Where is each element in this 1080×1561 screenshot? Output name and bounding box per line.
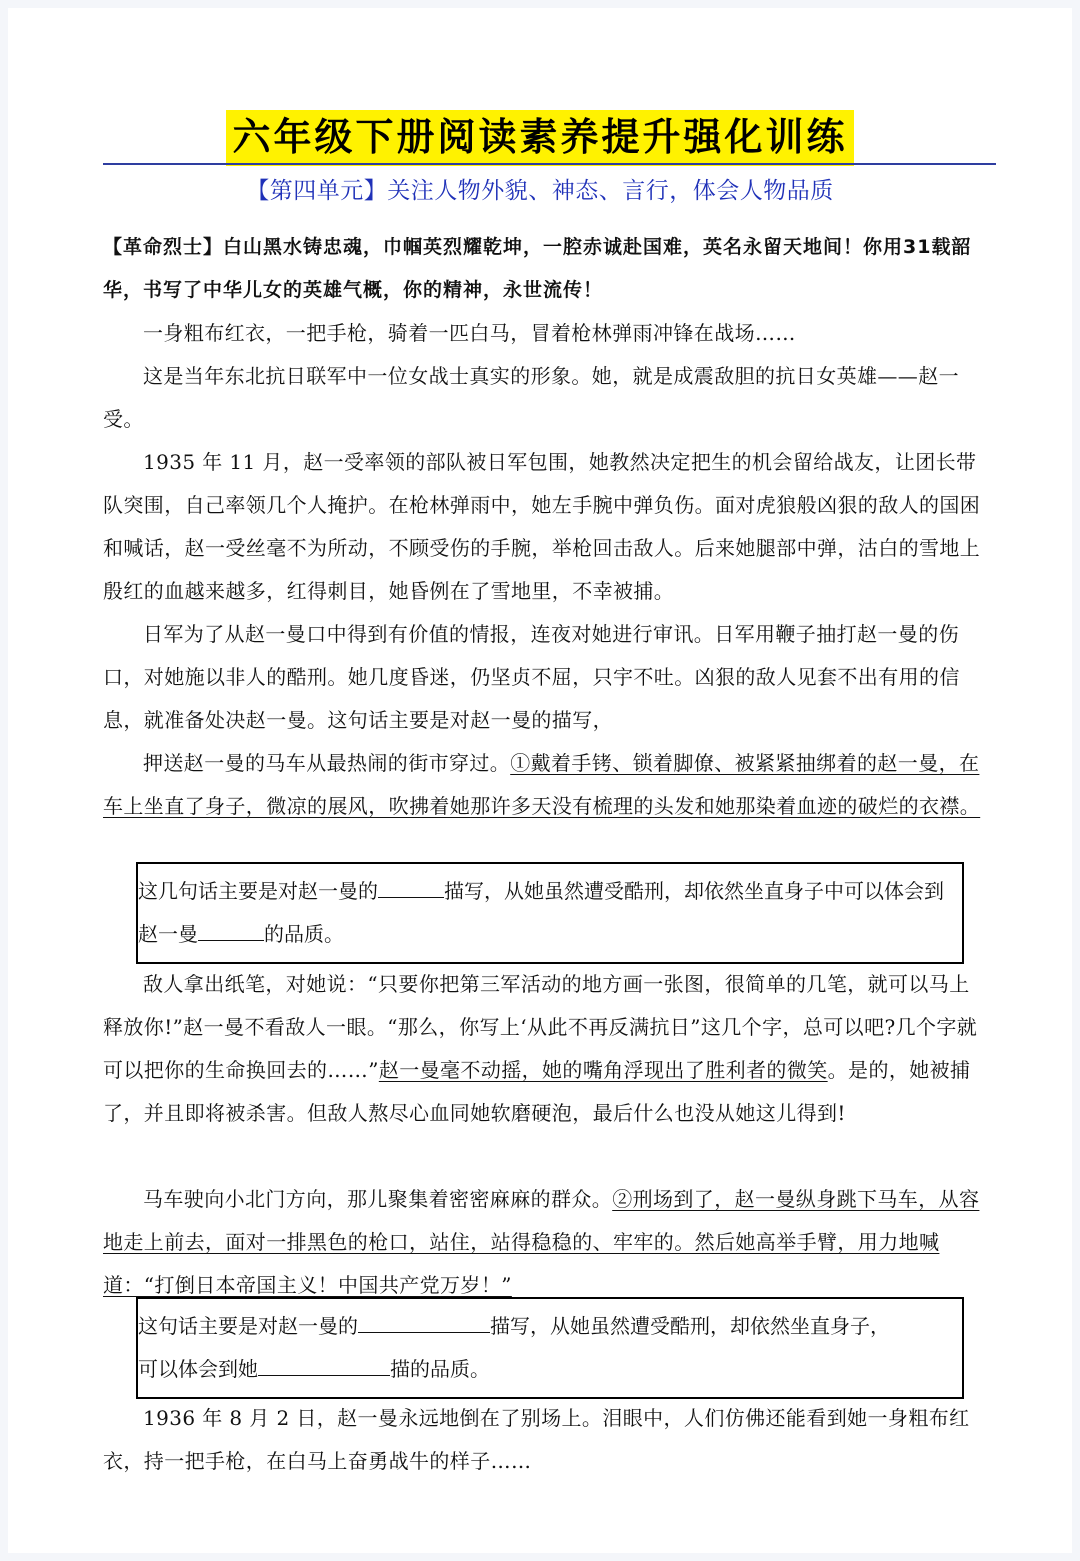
question-2-blank-2[interactable] — [258, 1349, 390, 1376]
question-1-text-a: 这几句话主要是对赵一曼的 — [138, 879, 378, 903]
paragraph-5-underlined: ①戴着手铐、锁着脚僚、被紧紧抽绑着的赵一曼，在车上坐直了身子，微凉的展风，吹拂着她那许多天没有梳理的头发和她那染着血迹的破烂的衣襟。 — [103, 751, 981, 818]
paragraph-3: 1935 年 11 月，赵一受率领的部队被日军包围，她教然决定把生的机会留给战友，让团长带队突围，自己率领几个人掩护。在枪林弹雨中，她左手腕中弹负伤。面对虎狼般凶狠的敌人的国困和喊话，赵一受丝毫不为所动，不顾受伤的手腕，举枪回击敌人。后来她腿部中弹，沽白的雪地上殷红的血越来越多，红得刺目，她昏例在了雪地里，不幸被捕。 — [103, 450, 981, 603]
question-1-text-b: 描写，从她虽然遭受酷刑，却依然坐直身子中可以体会到赵一曼 — [138, 879, 944, 946]
paragraph-7-underlined: ②刑场到了，赵一曼纵身跳下马车，从容地走上前去，面对一排黑色的枪口，站住，站得稳稳的、牢牢的。然后她高举手臂，用力地喊道：“打倒日本帝国主义！中国共产党万岁！” — [103, 1187, 980, 1297]
question-1-text-c: 的品质。 — [264, 922, 344, 946]
question-1-blank-1[interactable] — [378, 871, 444, 898]
paragraph-8: 1936 年 8 月 2 日，赵一曼永远地倒在了别场上。泪眼中，人们仿佛还能看到她一身粗布红衣，持一把手枪，在白马上奋勇战牛的样子…… — [103, 1406, 970, 1473]
paragraph-7 — [103, 1178, 983, 1307]
question-1-blank-2[interactable] — [198, 914, 264, 941]
question-box-1 — [136, 862, 964, 964]
question-2-blank-1[interactable] — [358, 1306, 490, 1333]
paragraph-6-plain-a: 敌人拿出纸笔，对她说：“只要你把第三军活动的地方画一张图，很简单的几笔，就可以马上释放你!”赵一曼不看敌人一眼。“那么，你写上‘从此不再反满抗日”这几个字，总可以吧?几个字就可以把你的生命换回去的……” — [103, 972, 978, 1082]
question-2-text-c: 可以体会到她 — [138, 1357, 258, 1381]
paragraph-4: 日军为了从赵一曼口中得到有价值的情报，连夜对她进行审讯。日军用鞭子抽打赵一曼的伤口，对她施以非人的酷刑。她几度昏迷，仍坚贞不屈，只宇不吐。凶狠的敌人见套不出有用的信息，就准备处决赵一曼。这句话主要是对赵一曼的描写， — [103, 622, 960, 732]
paragraph-6-underlined: 赵一曼毫不动摇，她的嘴角浮现出了胜利者的微笑 — [378, 1058, 828, 1082]
question-2-text-b: 描写，从她虽然遭受酷刑，却依然坐直身子， — [490, 1314, 890, 1338]
paragraph-7-plain: 马车驶向小北门方向，那儿聚集着密密麻麻的群众。 — [143, 1187, 613, 1211]
paragraph-1: 一身粗布红衣，一把手枪，骑着一匹白马，冒着枪林弹雨冲锋在战场…… — [143, 321, 796, 345]
intro-paragraph: 【革命烈士】白山黑水铸忠魂，巾帼英烈耀乾坤，一腔赤诚赴国难，英名永留天地间！你用31载韶华，书写了中华儿女的英雄气概，你的精神，永世流传！ — [103, 236, 972, 301]
title-divider — [103, 163, 996, 165]
document-page — [8, 8, 1072, 1553]
page-title: 六年级下册阅读素养提升强化训练 — [226, 110, 853, 166]
question-2-text-d: 描的品质。 — [390, 1357, 490, 1381]
paragraph-5 — [103, 742, 983, 828]
question-box-2 — [136, 1297, 964, 1399]
paragraph-6 — [103, 963, 983, 1135]
paragraph-2: 这是当年东北抗日联军中一位女战士真实的形象。她，就是成震敌胆的抗日女英雄——赵一受。 — [103, 364, 959, 431]
paragraph-6-plain-b: 。是的，她被捕了，并且即将被杀害。但敌人熬尽心血同她软磨硬泡，最后什么也没从她这儿得到! — [103, 1058, 971, 1125]
title-area — [8, 110, 1072, 166]
paragraph-5-plain: 押送赵一曼的马车从最热闹的街市穿过。 — [143, 751, 511, 775]
unit-subtitle: 【第四单元】关注人物外貌、神态、言行，体会人物品质 — [246, 178, 834, 204]
question-2-text-a: 这句话主要是对赵一曼的 — [138, 1314, 358, 1338]
